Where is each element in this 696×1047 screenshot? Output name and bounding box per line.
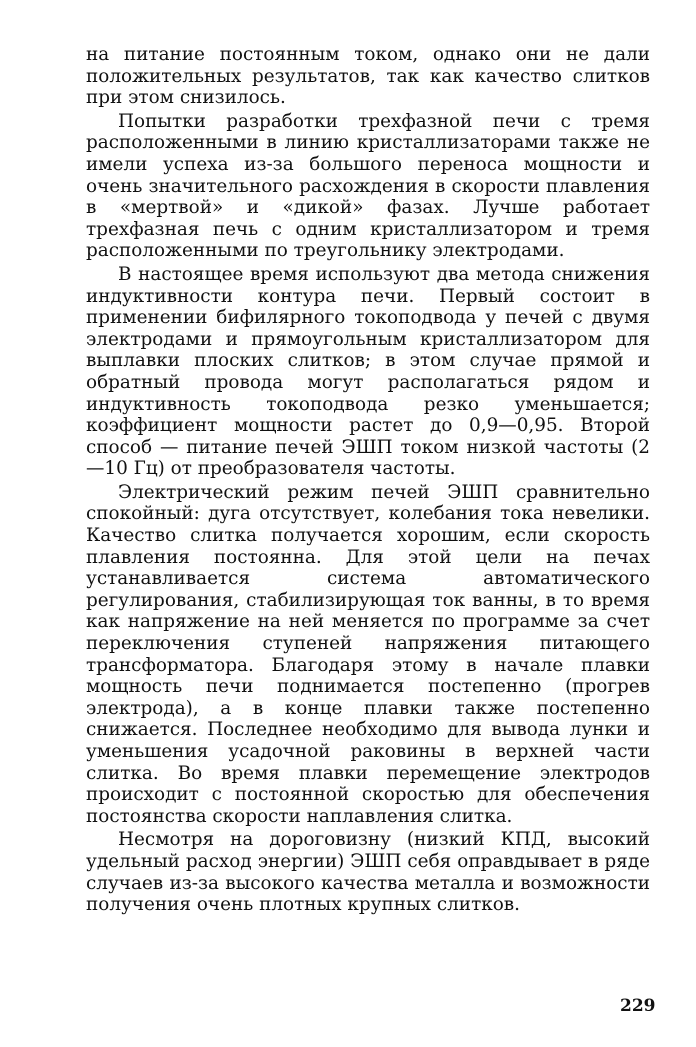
paragraph-3: В настоящее время используют два метода снижения индуктивности контура печи. Первый состоит в применении бифилярного токоподвода у печей с двумя электродами и прямоугольным кристаллизатором для выплавки плоских слитков; в этом случае прямой и обратный провода могут располагаться рядом и индуктивность токоподвода резко уменьшается; коэффициент мощности растет до 0,9—0,95. Второй способ — питание печей ЭШП током низкой частоты (2—10 Гц) от преобразователя частоты. xyxy=(86,263,650,480)
page-body xyxy=(86,44,650,916)
page-number: 229 xyxy=(620,996,656,1016)
paragraph-2: Попытки разработки трехфазной печи с тремя расположенными в линию кристаллизаторами также не имели успеха из-за большого переноса мощности и очень значительного расхождения в скорости плавления в «мертвой» и «дикой» фазах. Лучше работает трехфазная печь с одним кристаллизатором и тремя расположенными по треугольнику электродами. xyxy=(86,110,650,262)
paragraph-1: на питание постоянным током, однако они не дали положительных результатов, так как качество слитков при этом снизилось. xyxy=(86,44,650,109)
paragraph-5: Несмотря на дороговизну (низкий КПД, высокий удельный расход энергии) ЭШП себя оправдывает в ряде случаев из-за высокого качества металла и возможности получения очень плотных крупных слитков. xyxy=(86,829,650,916)
paragraph-4: Электрический режим печей ЭШП сравнительно спокойный: дуга отсутствует, колебания тока невелики. Качество слитка получается хорошим, если скорость плавления постоянна. Для этой цели на печах устанавливается система автоматического регулирования, стабилизирующая ток ванны, в то время как напряжение на ней меняется по программе за счет переключения ступеней напряжения питающего трансформатора. Благодаря этому в начале плавки мощность печи поднимается постепенно (прогрев электрода), а в конце плавки также постепенно снижается. Последнее необходимо для вывода лунки и уменьшения усадочной раковины в верхней части слитка. Во время плавки перемещение электродов происходит с постоянной скоростью для обеспечения постоянства скорости наплавления слитка. xyxy=(86,481,650,827)
